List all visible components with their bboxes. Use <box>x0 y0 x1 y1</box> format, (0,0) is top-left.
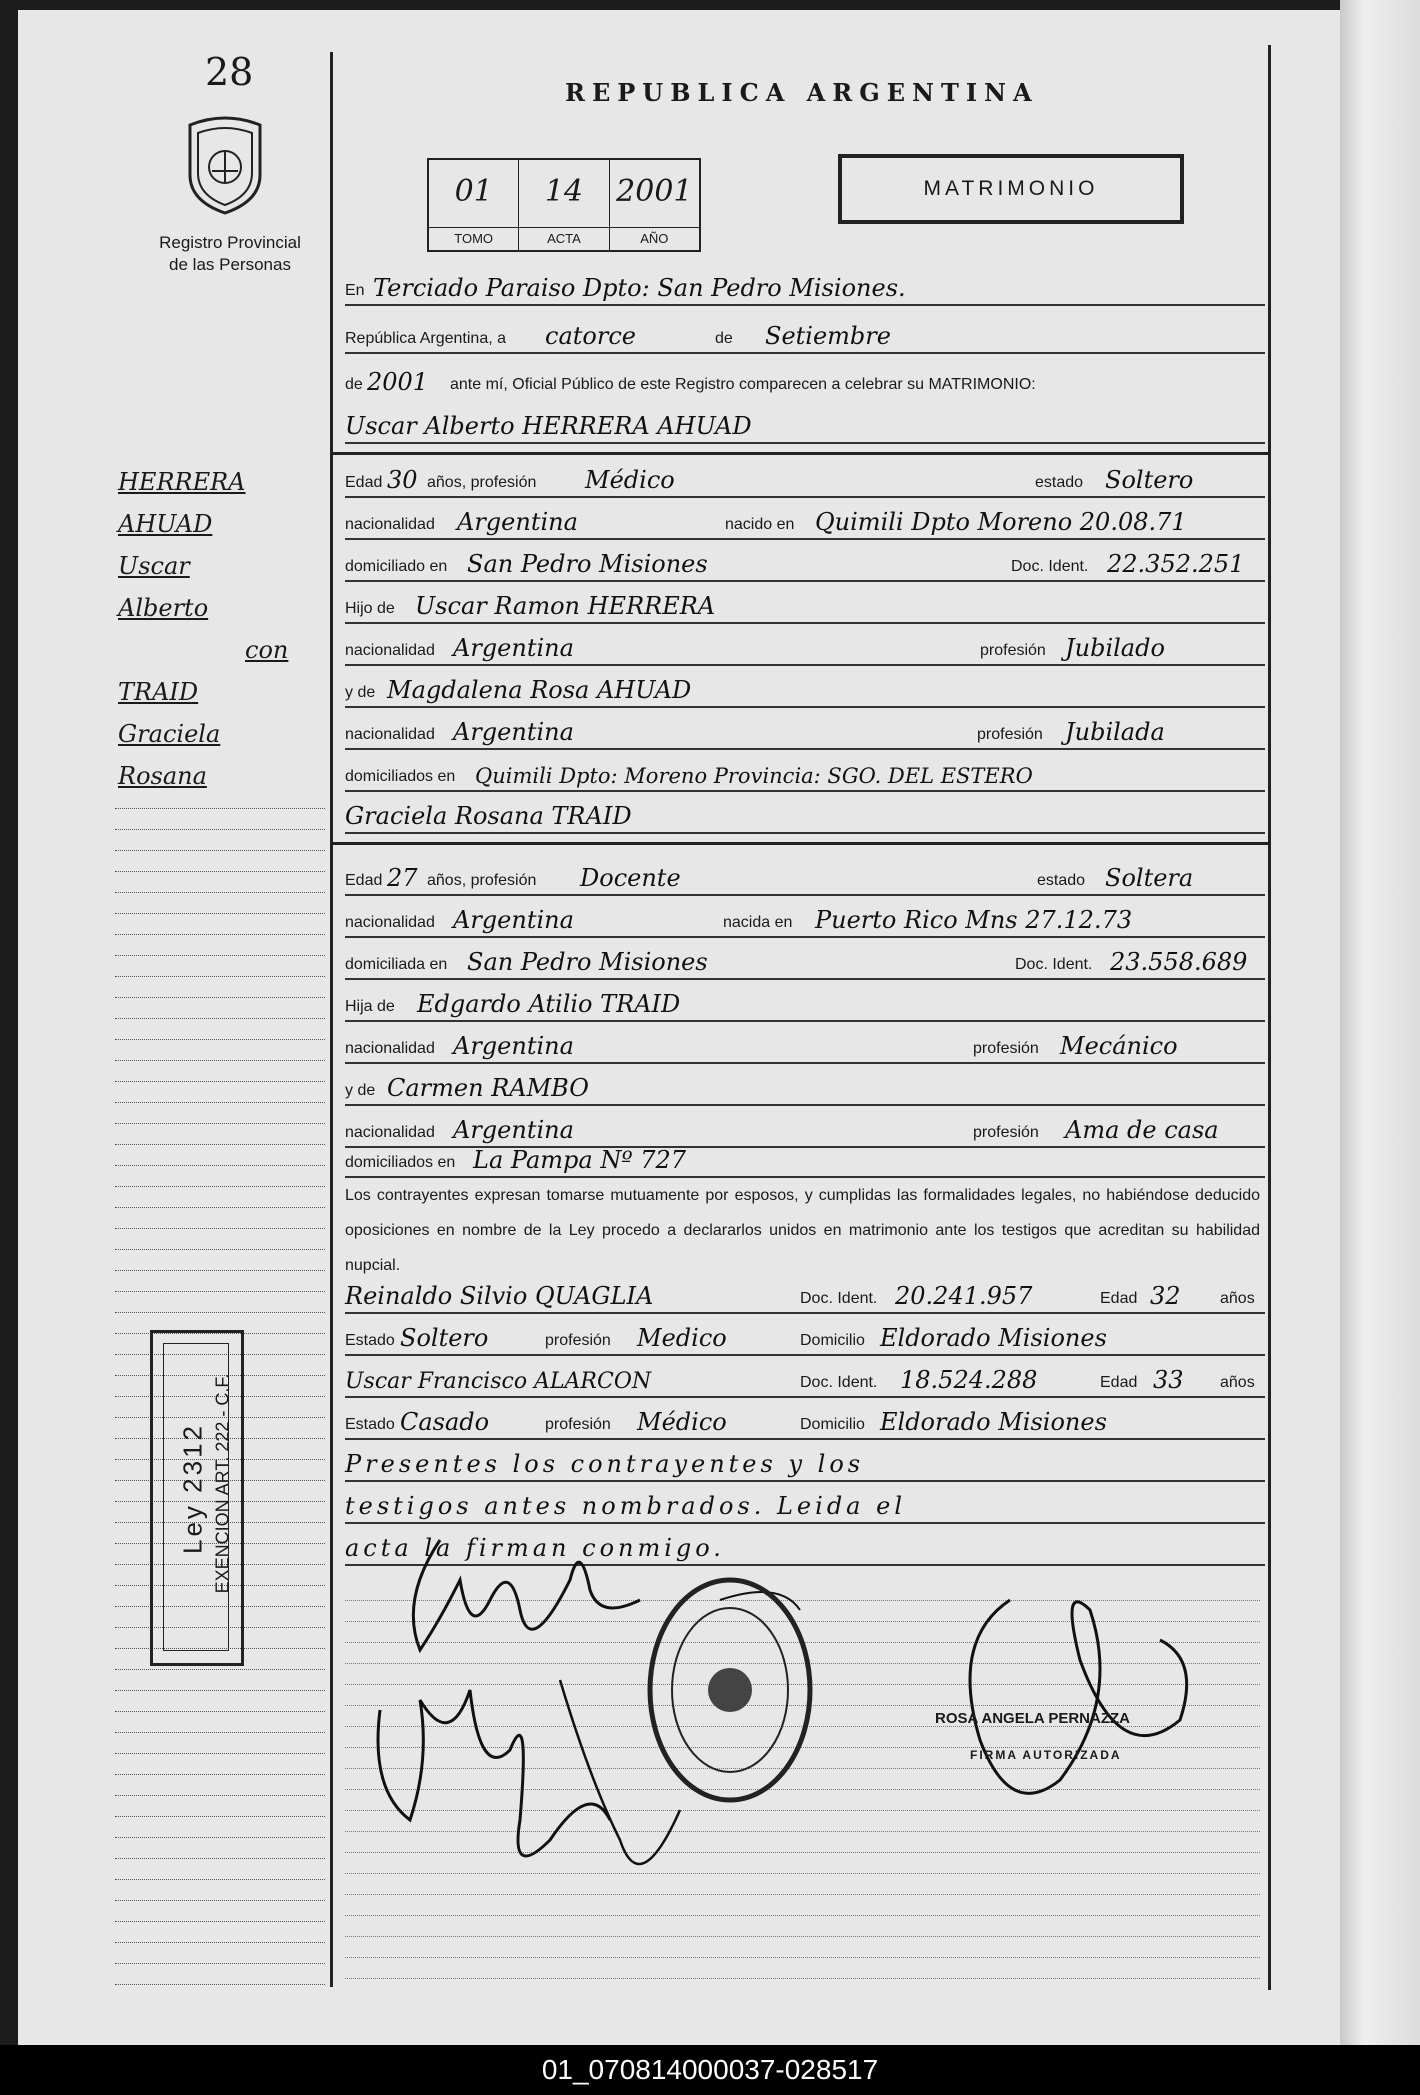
row-place <box>345 270 1265 306</box>
witness1-dom-label: Domicilio <box>800 1332 865 1349</box>
margin-ruled-line <box>115 1690 325 1691</box>
witness2-edad-label: Edad <box>1100 1374 1138 1391</box>
bride-profesion: Docente <box>580 864 681 892</box>
witness1-anos-label: años <box>1220 1290 1255 1307</box>
margin-ruled-line <box>115 1858 325 1859</box>
groom-profesion: Médico <box>585 466 675 494</box>
groom-dom: San Pedro Misiones <box>467 550 708 578</box>
acta-cell <box>519 160 609 250</box>
groom-doc-label: Doc. Ident. <box>1011 558 1089 575</box>
bride-padres-dom-label: domiciliados en <box>345 1154 456 1171</box>
witness1-doc: 20.241.957 <box>895 1282 1033 1310</box>
bride-nacida: Puerto Rico Mns 27.12.73 <box>815 906 1133 934</box>
groom-row-7 <box>345 714 1265 750</box>
bride-padre-prof-label: profesión <box>973 1040 1039 1057</box>
witness1-edad-label: Edad <box>1100 1290 1138 1307</box>
witness2-dom-label: Domicilio <box>800 1416 865 1433</box>
groom-full-name: Uscar Alberto HERRERA AHUAD <box>345 412 752 440</box>
bride-doc-label: Doc. Ident. <box>1015 956 1093 973</box>
place-value: Terciado Paraiso Dpto: San Pedro Misiones. <box>373 274 906 302</box>
bride-madre-prof-label: profesión <box>973 1124 1039 1141</box>
witness1-prof: Medico <box>637 1324 727 1352</box>
margin-name-2: AHUAD <box>118 510 213 538</box>
witness1-estado: Soltero <box>400 1324 489 1352</box>
margin-ruled-line <box>115 871 325 872</box>
margin-ruled-line <box>115 1921 325 1922</box>
acta-label: ACTA <box>519 227 608 250</box>
margin-ruled-line <box>115 1207 325 1208</box>
margin-ruled-line <box>115 1081 325 1082</box>
margin-name-5: con <box>245 636 289 664</box>
official-role: FIRMA AUTORIZADA <box>970 1748 1122 1762</box>
margin-ruled-line <box>115 1732 325 1733</box>
margin-ruled-line <box>115 1144 325 1145</box>
groom-row-3 <box>345 546 1265 582</box>
margin-ruled-line <box>115 1816 325 1817</box>
witness1-estado-label: Estado <box>345 1332 395 1349</box>
bride-padre: Edgardo Atilio TRAID <box>417 990 681 1018</box>
registry-name <box>130 232 330 276</box>
groom-nacido: Quimili Dpto Moreno 20.08.71 <box>815 508 1187 536</box>
official-stamp-icon <box>645 1570 815 1810</box>
bride-row-5 <box>345 1028 1265 1064</box>
declaration-text: Los contrayentes expresan tomarse mutuamente por esposos, y cumplidas las formalidades legales, no habiéndose deducido oposiciones en nombre de la Ley procedo a declararlos unidos en matrimonio ante los testigos que acreditan su habilidad nupcial. <box>345 1187 1260 1274</box>
bride-row-1 <box>345 860 1265 896</box>
bride-dom: San Pedro Misiones <box>467 948 708 976</box>
groom-estado-label: estado <box>1035 474 1084 491</box>
groom-madre-nac: Argentina <box>453 718 574 746</box>
margin-ruled-line <box>115 1228 325 1229</box>
provincial-seal-icon <box>182 115 268 215</box>
margin-ruled-line <box>115 955 325 956</box>
margin-ruled-line <box>115 1291 325 1292</box>
bride-row-6 <box>345 1070 1265 1106</box>
republica-label: República Argentina, a <box>345 330 506 347</box>
margin-name-4: Alberto <box>118 594 209 622</box>
witness2-prof: Médico <box>637 1408 727 1436</box>
margin-ruled-line <box>115 1942 325 1943</box>
de2-label: de <box>345 376 363 393</box>
margin-ruled-line <box>115 850 325 851</box>
bride-madre-prof: Ama de casa <box>1065 1116 1219 1144</box>
margin-name-3: Uscar <box>118 552 190 580</box>
ano-label: AÑO <box>610 227 699 250</box>
margin-name-1: HERRERA <box>118 468 246 496</box>
witness1-dom: Eldorado Misiones <box>880 1324 1107 1352</box>
witness2-doc-label: Doc. Ident. <box>800 1374 878 1391</box>
bride-madre-nac-label: nacionalidad <box>345 1124 435 1141</box>
witness2-row-2 <box>345 1404 1265 1440</box>
margin-ruled-line <box>115 1963 325 1964</box>
bride-nacida-label: nacida en <box>723 914 793 931</box>
tomo-cell <box>429 160 519 250</box>
margin-ruled-line <box>115 997 325 998</box>
witness2-anos-label: años <box>1220 1374 1255 1391</box>
ano-cell <box>610 160 699 250</box>
margin-ruled-line <box>115 808 325 809</box>
groom-row-8 <box>345 756 1265 792</box>
bride-row-7 <box>345 1112 1265 1148</box>
registry-line1: Registro Provincial <box>159 233 301 252</box>
bride-madre-nac: Argentina <box>453 1116 574 1144</box>
closing-text-2: testigos antes nombrados. Leida el <box>345 1492 906 1520</box>
margin-ruled-line <box>115 913 325 914</box>
groom-padres-dom: Quimili Dpto: Moreno Provincia: SGO. DEL ESTERO <box>475 764 1033 788</box>
groom-estado: Soltero <box>1105 466 1194 494</box>
margin-name-7: Graciela <box>118 720 221 748</box>
ley-exemption-text: EXENCION ART. 222 - C.F. <box>212 1373 233 1594</box>
witness1-row-1 <box>345 1278 1265 1314</box>
groom-nac: Argentina <box>457 508 578 536</box>
month-value: Setiembre <box>765 322 891 350</box>
bride-profesion-label: años, profesión <box>427 872 537 889</box>
bride-dom-label: domiciliada en <box>345 956 448 973</box>
ano-value: 2001 <box>616 174 693 209</box>
witness2-edad: 33 <box>1153 1366 1184 1394</box>
bride-padres-dom: La Pampa Nº 727 <box>473 1146 687 1174</box>
margin-ruled-line <box>115 1102 325 1103</box>
margin-ruled-line <box>115 1018 325 1019</box>
bride-edad: 27 <box>387 864 418 892</box>
bride-estado: Soltera <box>1105 864 1194 892</box>
official-name: ROSA ANGELA PERNAZZA <box>935 1710 1130 1727</box>
bride-row-8 <box>345 1146 1265 1178</box>
witness2-doc: 18.524.288 <box>900 1366 1038 1394</box>
de-label: de <box>715 330 733 347</box>
en-label: En <box>345 282 365 299</box>
groom-row-1 <box>345 462 1265 498</box>
margin-ruled-line <box>115 976 325 977</box>
section-divider-2 <box>330 842 1268 845</box>
bride-row-3 <box>345 944 1265 980</box>
margin-ruled-line <box>115 1753 325 1754</box>
groom-profesion-label: años, profesión <box>427 474 537 491</box>
groom-edad: 30 <box>387 466 418 494</box>
year-value: 2001 <box>367 368 429 396</box>
witness1-prof-label: profesión <box>545 1332 611 1349</box>
groom-row-4 <box>345 588 1265 624</box>
bride-doc: 23.558.689 <box>1110 948 1248 976</box>
closing-text-1: Presentes los contrayentes y los <box>345 1450 865 1478</box>
bride-madre: Carmen RAMBO <box>387 1074 589 1102</box>
record-number-box <box>427 158 701 252</box>
bride-padre-prof: Mecánico <box>1060 1032 1178 1060</box>
witness1-edad: 32 <box>1150 1282 1181 1310</box>
groom-madre-nac-label: nacionalidad <box>345 726 435 743</box>
groom-padre-prof: Jubilado <box>1065 634 1165 662</box>
tomo-value: 01 <box>454 174 493 209</box>
margin-ruled-line <box>115 1165 325 1166</box>
groom-row-6 <box>345 672 1265 708</box>
groom-madre-prof-label: profesión <box>977 726 1043 743</box>
document-type-box: MATRIMONIO <box>838 154 1184 224</box>
bride-nac: Argentina <box>453 906 574 934</box>
bride-hija-label: Hija de <box>345 998 395 1015</box>
groom-row-2 <box>345 504 1265 540</box>
year-after-text: ante mí, Oficial Público de este Registro comparecen a celebrar su MATRIMONIO: <box>450 376 1036 393</box>
margin-ruled-line <box>115 829 325 830</box>
bride-estado-label: estado <box>1037 872 1086 889</box>
section-divider <box>330 452 1268 455</box>
closing-line-2 <box>345 1488 1265 1524</box>
bride-padre-nac-label: nacionalidad <box>345 1040 435 1057</box>
margin-ruled-line <box>115 1837 325 1838</box>
tomo-label: TOMO <box>429 227 518 250</box>
groom-padre-nac: Argentina <box>453 634 574 662</box>
bride-nac-label: nacionalidad <box>345 914 435 931</box>
bride-row-2 <box>345 902 1265 938</box>
bride-edad-label: Edad <box>345 872 383 889</box>
margin-ruled-line <box>115 1312 325 1313</box>
groom-edad-label: Edad <box>345 474 383 491</box>
bride-madre-label: y de <box>345 1082 376 1099</box>
row-year <box>345 364 1265 398</box>
margin-ruled-line <box>115 934 325 935</box>
bride-padre-nac: Argentina <box>453 1032 574 1060</box>
margin-ruled-line <box>115 1879 325 1880</box>
acta-value: 14 <box>544 174 584 209</box>
margin-ruled-line <box>115 1774 325 1775</box>
footer-code: 01_070814000037-028517 <box>0 2045 1420 2095</box>
right-vertical-rule <box>1268 45 1271 1990</box>
registry-line2: de las Personas <box>169 255 291 274</box>
day-value: catorce <box>545 322 636 350</box>
margin-ruled-line <box>115 1669 325 1670</box>
witness1-name: Reinaldo Silvio QUAGLIA <box>345 1282 654 1310</box>
groom-row-5 <box>345 630 1265 666</box>
groom-padres-dom-label: domiciliados en <box>345 768 456 785</box>
margin-ruled-line <box>115 1270 325 1271</box>
bride-full-name: Graciela Rosana TRAID <box>345 802 632 830</box>
closing-line-1 <box>345 1446 1265 1482</box>
margin-name-8: Rosana <box>118 762 207 790</box>
page-number: 28 <box>205 50 254 94</box>
row-groom-full <box>345 408 1265 444</box>
groom-madre-label: y de <box>345 684 376 701</box>
groom-dom-label: domiciliado en <box>345 558 448 575</box>
left-vertical-rule <box>330 52 333 1987</box>
margin-name-6: TRAID <box>118 678 199 706</box>
groom-padre-nac-label: nacionalidad <box>345 642 435 659</box>
margin-ruled-line <box>115 1795 325 1796</box>
witness2-estado-label: Estado <box>345 1416 395 1433</box>
margin-ruled-line <box>115 1984 325 1985</box>
row-date <box>345 318 1265 354</box>
page-edge <box>1340 0 1420 2045</box>
margin-ruled-line <box>115 1123 325 1124</box>
groom-madre-prof: Jubilada <box>1065 718 1165 746</box>
witness2-row-1 <box>345 1362 1265 1398</box>
margin-ruled-line <box>115 1186 325 1187</box>
margin-ruled-line <box>115 1900 325 1901</box>
witness2-name: Uscar Francisco ALARCON <box>345 1369 652 1394</box>
witness2-dom: Eldorado Misiones <box>880 1408 1107 1436</box>
document-header: REPUBLICA ARGENTINA <box>565 78 1039 107</box>
groom-madre: Magdalena Rosa AHUAD <box>387 676 692 704</box>
margin-ruled-line <box>115 1039 325 1040</box>
margin-ruled-line <box>115 1060 325 1061</box>
ley-number: Ley 2312 <box>177 1423 208 1554</box>
closing-text-3: acta la firman conmigo. <box>345 1534 725 1562</box>
witness2-prof-label: profesión <box>545 1416 611 1433</box>
groom-hijo-label: Hijo de <box>345 600 395 617</box>
groom-padre: Uscar Ramon HERRERA <box>415 592 716 620</box>
bride-row-4 <box>345 986 1265 1022</box>
margin-ruled-line <box>115 1711 325 1712</box>
groom-nac-label: nacionalidad <box>345 516 435 533</box>
groom-padre-prof-label: profesión <box>980 642 1046 659</box>
groom-nacido-label: nacido en <box>725 516 795 533</box>
witness1-doc-label: Doc. Ident. <box>800 1290 878 1307</box>
groom-doc: 22.352.251 <box>1107 550 1245 578</box>
witness2-estado: Casado <box>400 1408 490 1436</box>
ley-exemption-box <box>150 1330 244 1666</box>
witness1-row-2 <box>345 1320 1265 1356</box>
margin-ruled-line <box>115 1249 325 1250</box>
margin-ruled-line <box>115 892 325 893</box>
bride-full-row <box>345 798 1265 834</box>
